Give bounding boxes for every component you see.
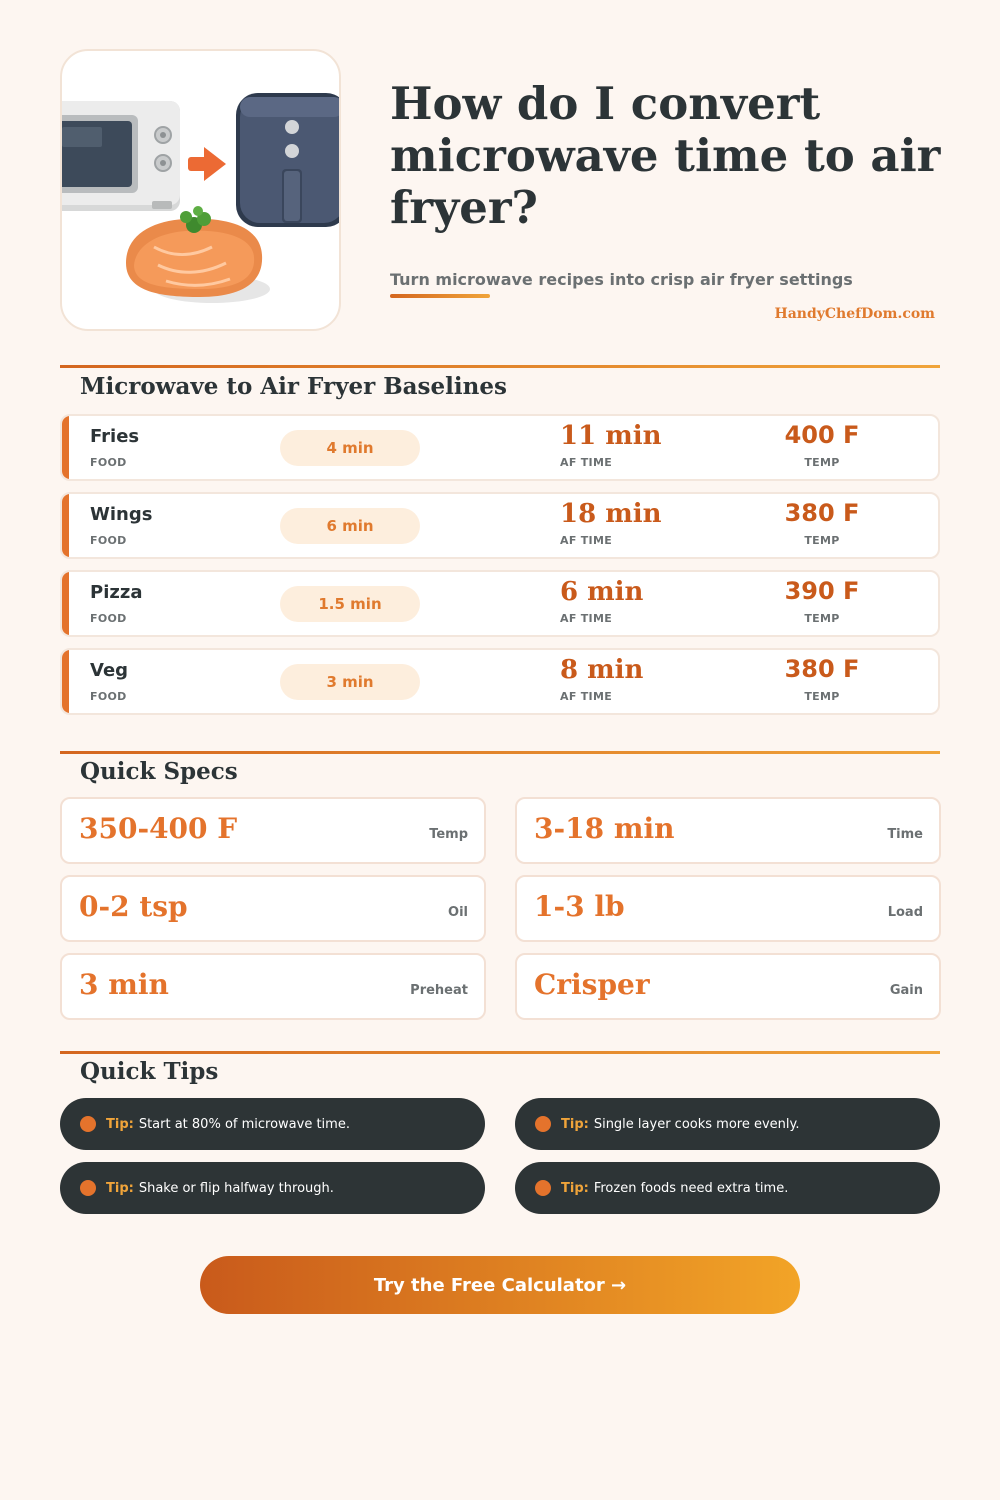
af-time-label: AF TIME bbox=[560, 534, 613, 547]
spec-value: 1-3 lb bbox=[534, 890, 625, 923]
tip-text: Frozen foods need extra time. bbox=[593, 1180, 789, 1196]
spec-label: Temp bbox=[429, 827, 468, 842]
microwave-icon bbox=[62, 101, 180, 211]
af-time-label: AF TIME bbox=[560, 456, 613, 469]
air-fryer-temp: 380 F bbox=[784, 499, 860, 527]
tip-pill bbox=[515, 1098, 940, 1150]
food-name: Fries bbox=[90, 426, 140, 447]
air-fryer-temp: 400 F bbox=[784, 421, 860, 449]
tips-heading: Quick Tips bbox=[80, 1058, 219, 1085]
baseline-row-pizza bbox=[60, 570, 940, 637]
tip-text: Single layer cooks more evenly. bbox=[593, 1116, 800, 1132]
air-fryer-time: 6 min bbox=[560, 577, 644, 607]
temp-label: TEMP bbox=[804, 534, 840, 547]
food-name: Veg bbox=[90, 660, 129, 681]
section-divider bbox=[60, 365, 940, 368]
spec-card-preheat bbox=[60, 953, 486, 1020]
page-subtitle: Turn microwave recipes into crisp air fryer settings bbox=[390, 270, 853, 289]
tip-pill bbox=[515, 1162, 940, 1214]
spec-card-temp bbox=[60, 797, 486, 864]
microwave-time-pill: 1.5 min bbox=[280, 586, 420, 622]
food-name: Pizza bbox=[90, 582, 143, 603]
hero-illustration bbox=[60, 49, 341, 331]
microwave-time-pill: 4 min bbox=[280, 430, 420, 466]
tip-pill bbox=[60, 1162, 485, 1214]
air-fryer-temp: 380 F bbox=[784, 655, 860, 683]
spec-card-load bbox=[515, 875, 941, 942]
food-name: Wings bbox=[90, 504, 153, 525]
temp-label: TEMP bbox=[804, 612, 840, 625]
tip-bullet-icon bbox=[535, 1116, 551, 1132]
spec-value: 3 min bbox=[79, 968, 169, 1001]
spec-label: Gain bbox=[889, 983, 923, 998]
specs-heading: Quick Specs bbox=[80, 758, 238, 785]
spec-value: 3-18 min bbox=[534, 812, 675, 845]
air-fryer-icon bbox=[236, 93, 341, 227]
spec-card-oil bbox=[60, 875, 486, 942]
af-time-label: AF TIME bbox=[560, 690, 613, 703]
tip-text: Shake or flip halfway through. bbox=[138, 1180, 334, 1196]
spec-value: Crisper bbox=[534, 968, 650, 1001]
tip-tag: Tip: bbox=[106, 1116, 134, 1132]
food-label: FOOD bbox=[90, 534, 127, 547]
tip-pill bbox=[60, 1098, 485, 1150]
row-accent-bar bbox=[62, 650, 69, 713]
spec-value: 0-2 tsp bbox=[79, 890, 188, 923]
microwave-time-pill: 6 min bbox=[280, 508, 420, 544]
section-divider bbox=[60, 1051, 940, 1054]
tip-tag: Tip: bbox=[561, 1116, 589, 1132]
food-label: FOOD bbox=[90, 690, 127, 703]
tip-bullet-icon bbox=[80, 1116, 96, 1132]
spec-label: Preheat bbox=[410, 983, 468, 998]
brand-name[interactable]: HandyChefDom.com bbox=[774, 306, 935, 322]
baselines-heading: Microwave to Air Fryer Baselines bbox=[80, 373, 507, 400]
tip-text: Start at 80% of microwave time. bbox=[138, 1116, 350, 1132]
free-calculator-button[interactable]: Try the Free Calculator → bbox=[200, 1256, 800, 1314]
spec-value: 350-400 F bbox=[79, 812, 238, 845]
spec-card-gain bbox=[515, 953, 941, 1020]
tip-bullet-icon bbox=[80, 1180, 96, 1196]
temp-label: TEMP bbox=[804, 456, 840, 469]
subtitle-underline bbox=[390, 294, 490, 298]
spec-card-time bbox=[515, 797, 941, 864]
air-fryer-time: 18 min bbox=[560, 499, 662, 529]
section-divider bbox=[60, 751, 940, 754]
page-title: How do I convert microwave time to air fryer? bbox=[390, 77, 941, 234]
baseline-row-wings bbox=[60, 492, 940, 559]
af-time-label: AF TIME bbox=[560, 612, 613, 625]
spec-label: Oil bbox=[448, 905, 468, 920]
air-fryer-temp: 390 F bbox=[784, 577, 860, 605]
baseline-row-fries bbox=[60, 414, 940, 481]
air-fryer-time: 11 min bbox=[560, 421, 662, 451]
air-fryer-time: 8 min bbox=[560, 655, 644, 685]
baseline-row-veg bbox=[60, 648, 940, 715]
tip-bullet-icon bbox=[535, 1180, 551, 1196]
row-accent-bar bbox=[62, 494, 69, 557]
row-accent-bar bbox=[62, 572, 69, 635]
spec-label: Load bbox=[887, 905, 923, 920]
row-accent-bar bbox=[62, 416, 69, 479]
food-label: FOOD bbox=[90, 612, 127, 625]
tip-tag: Tip: bbox=[561, 1180, 589, 1196]
tip-tag: Tip: bbox=[106, 1180, 134, 1196]
food-label: FOOD bbox=[90, 456, 127, 469]
arrow-right-icon bbox=[188, 147, 226, 181]
microwave-time-pill: 3 min bbox=[280, 664, 420, 700]
spec-label: Time bbox=[887, 827, 923, 842]
temp-label: TEMP bbox=[804, 690, 840, 703]
